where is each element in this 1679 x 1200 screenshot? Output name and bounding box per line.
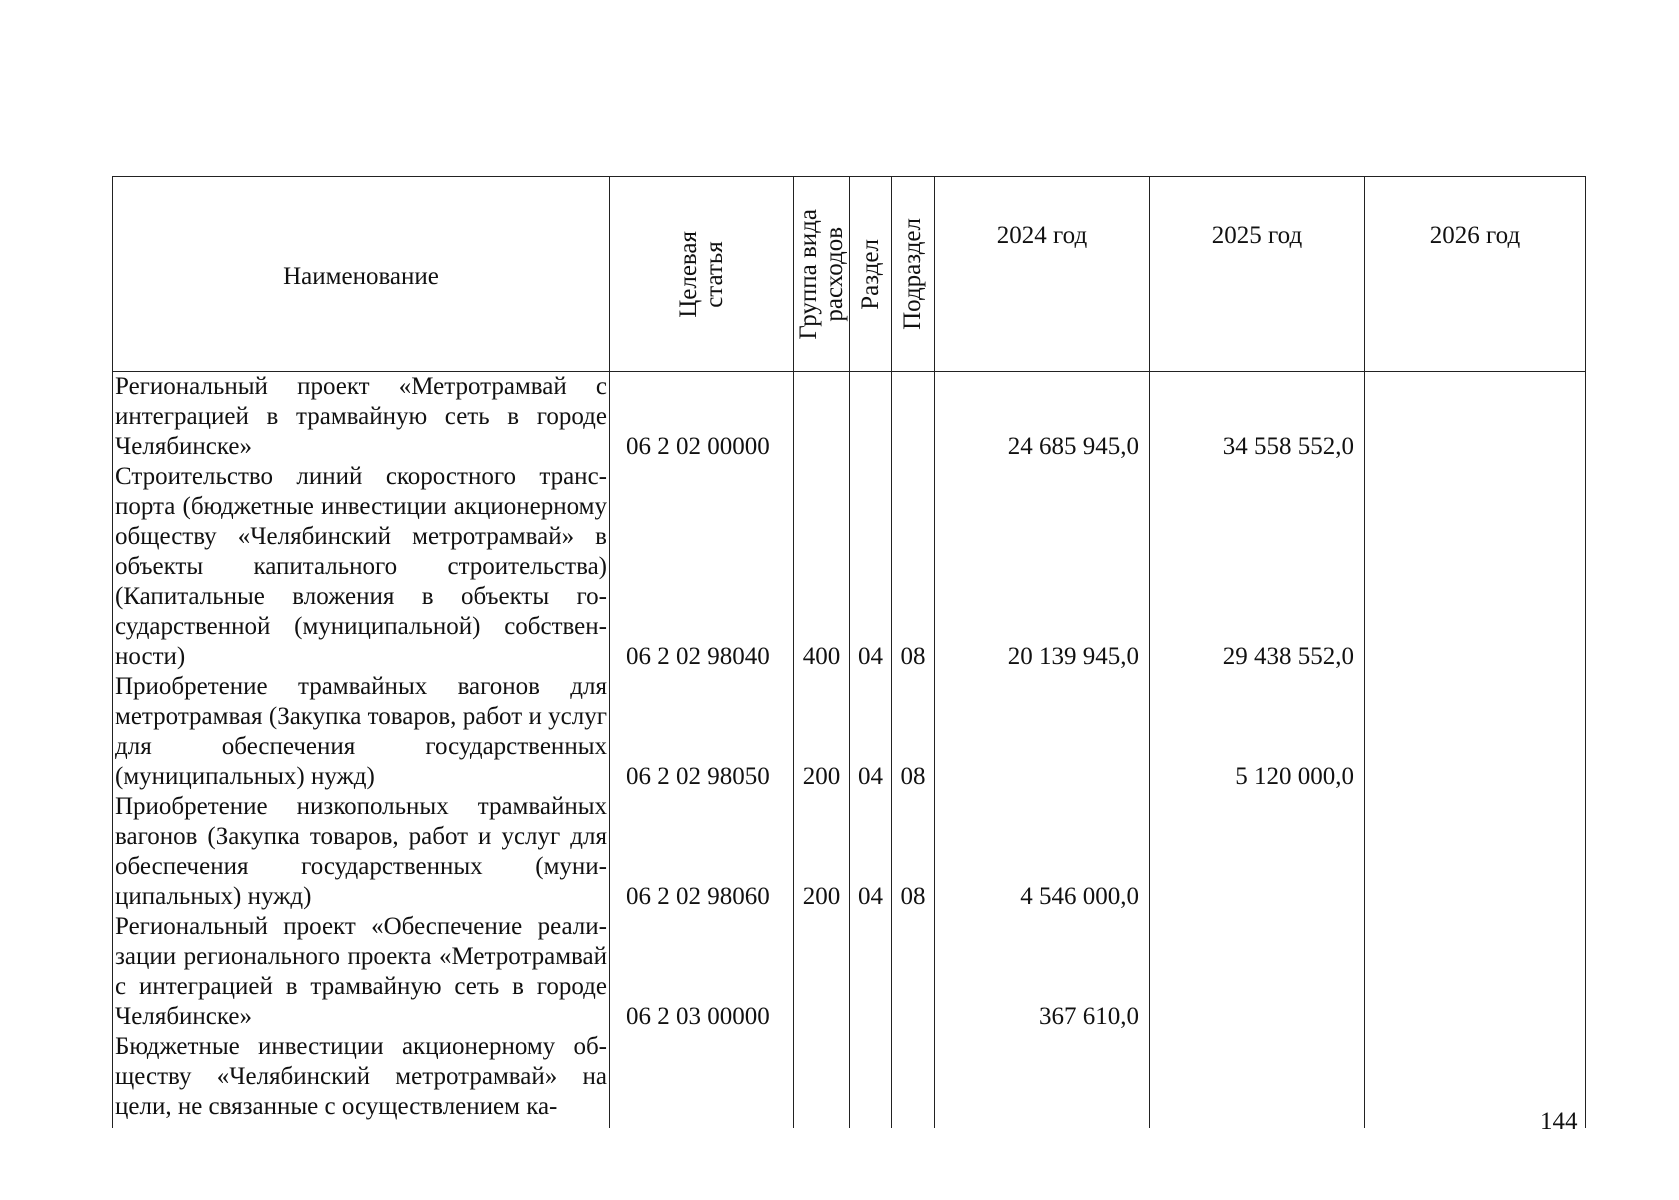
header-name <box>113 177 610 372</box>
row-section <box>850 1032 892 1128</box>
row-amount-2024: 367 610,0 <box>935 912 1150 1032</box>
header-target-article-line1: Целевая <box>674 230 702 318</box>
table-row <box>113 462 1586 672</box>
row-section: 04 <box>850 792 892 912</box>
header-subsection <box>892 177 935 372</box>
row-target-article: 06 2 03 00000 <box>610 912 794 1032</box>
row-section: 04 <box>850 462 892 672</box>
row-target-article <box>610 1032 794 1128</box>
row-expense-group: 200 <box>794 672 850 792</box>
row-subsection <box>892 912 935 1032</box>
row-amount-2025: 5 120 000,0 <box>1150 672 1365 792</box>
header-expense-group-label <box>796 209 848 340</box>
row-amount-2025: 34 558 552,0 <box>1150 372 1365 463</box>
row-target-article: 06 2 02 00000 <box>610 372 794 463</box>
row-section <box>850 372 892 463</box>
row-amount-2026 <box>1365 462 1586 672</box>
row-amount-2024 <box>935 1032 1150 1128</box>
row-subsection <box>892 372 935 463</box>
row-target-article: 06 2 02 98040 <box>610 462 794 672</box>
table-row <box>113 792 1586 912</box>
row-amount-2025 <box>1150 912 1365 1032</box>
header-year-2024 <box>935 177 1150 372</box>
header-expense-group-line2: расходов <box>820 226 848 322</box>
header-subsection-label: Подраздел <box>899 218 926 330</box>
table-header-row <box>113 177 1586 372</box>
row-section: 04 <box>850 672 892 792</box>
row-amount-2024: 24 685 945,0 <box>935 372 1150 463</box>
row-amount-2024: 20 139 945,0 <box>935 462 1150 672</box>
header-name-label: Наименование <box>283 263 439 290</box>
row-name: Региональный проект «Обеспечение реализации регионального проекта «Метротрамвай с интеграцией в трамвайную сеть в городе Челябинске» <box>113 912 610 1032</box>
row-name: Приобретение низкопольных трамвайных вагонов (Закупка товаров, работ и услуг для обеспечения государственных (муниципальных) нужд) <box>113 792 610 912</box>
header-year-2024-label: 2024 год <box>996 222 1088 249</box>
row-amount-2025 <box>1150 1032 1365 1128</box>
header-year-2025-label: 2025 год <box>1211 222 1303 249</box>
row-expense-group <box>794 912 850 1032</box>
row-subsection: 08 <box>892 792 935 912</box>
table-row <box>113 672 1586 792</box>
header-target-article <box>610 177 794 372</box>
header-year-2026 <box>1365 177 1586 372</box>
row-target-article: 06 2 02 98050 <box>610 672 794 792</box>
row-name: Приобретение трамвайных вагонов для метротрамвая (Закупка товаров, работ и услуг для обеспечения государственных (муниципальных) нужд) <box>113 672 610 792</box>
row-section <box>850 912 892 1032</box>
row-amount-2025: 29 438 552,0 <box>1150 462 1365 672</box>
budget-table <box>112 176 1586 1128</box>
row-subsection <box>892 1032 935 1128</box>
table-row <box>113 372 1586 463</box>
header-expense-group-line1: Группа вида <box>794 208 822 340</box>
header-target-article-line2: статья <box>700 240 728 308</box>
header-section-label: Раздел <box>856 238 884 310</box>
row-amount-2026 <box>1365 372 1586 463</box>
row-subsection: 08 <box>892 672 935 792</box>
row-expense-group <box>794 372 850 463</box>
row-target-article: 06 2 02 98060 <box>610 792 794 912</box>
row-amount-2026 <box>1365 792 1586 912</box>
table-row <box>113 1032 1586 1128</box>
header-expense-group <box>794 177 850 372</box>
row-expense-group: 400 <box>794 462 850 672</box>
row-amount-2025 <box>1150 792 1365 912</box>
row-name: Строительство линий скоростного транспорта (бюджетные инвестиции акционерному обществу «Челябинский метротрамвай» в объекты капитального строительства) (Капитальные вложения в объекты государственной (муниципальной) собственности) <box>113 462 610 672</box>
header-target-article-label <box>676 231 728 318</box>
page-number: 144 <box>1540 1108 1578 1135</box>
header-year-2026-label: 2026 год <box>1429 222 1521 249</box>
row-name: Региональный проект «Метротрамвай с интеграцией в трамвайную сеть в городе Челябинске» <box>113 372 610 463</box>
row-name: Бюджетные инвестиции акционерному обществу «Челябинский метротрамвай» на цели, не связанные с осуществлением ка- <box>113 1032 610 1128</box>
row-amount-2026 <box>1365 912 1586 1032</box>
table-row <box>113 912 1586 1032</box>
row-expense-group: 200 <box>794 792 850 912</box>
header-year-2025 <box>1150 177 1365 372</box>
row-amount-2024 <box>935 672 1150 792</box>
header-section <box>850 177 892 372</box>
row-amount-2026 <box>1365 672 1586 792</box>
row-expense-group <box>794 1032 850 1128</box>
row-amount-2024: 4 546 000,0 <box>935 792 1150 912</box>
row-subsection: 08 <box>892 462 935 672</box>
